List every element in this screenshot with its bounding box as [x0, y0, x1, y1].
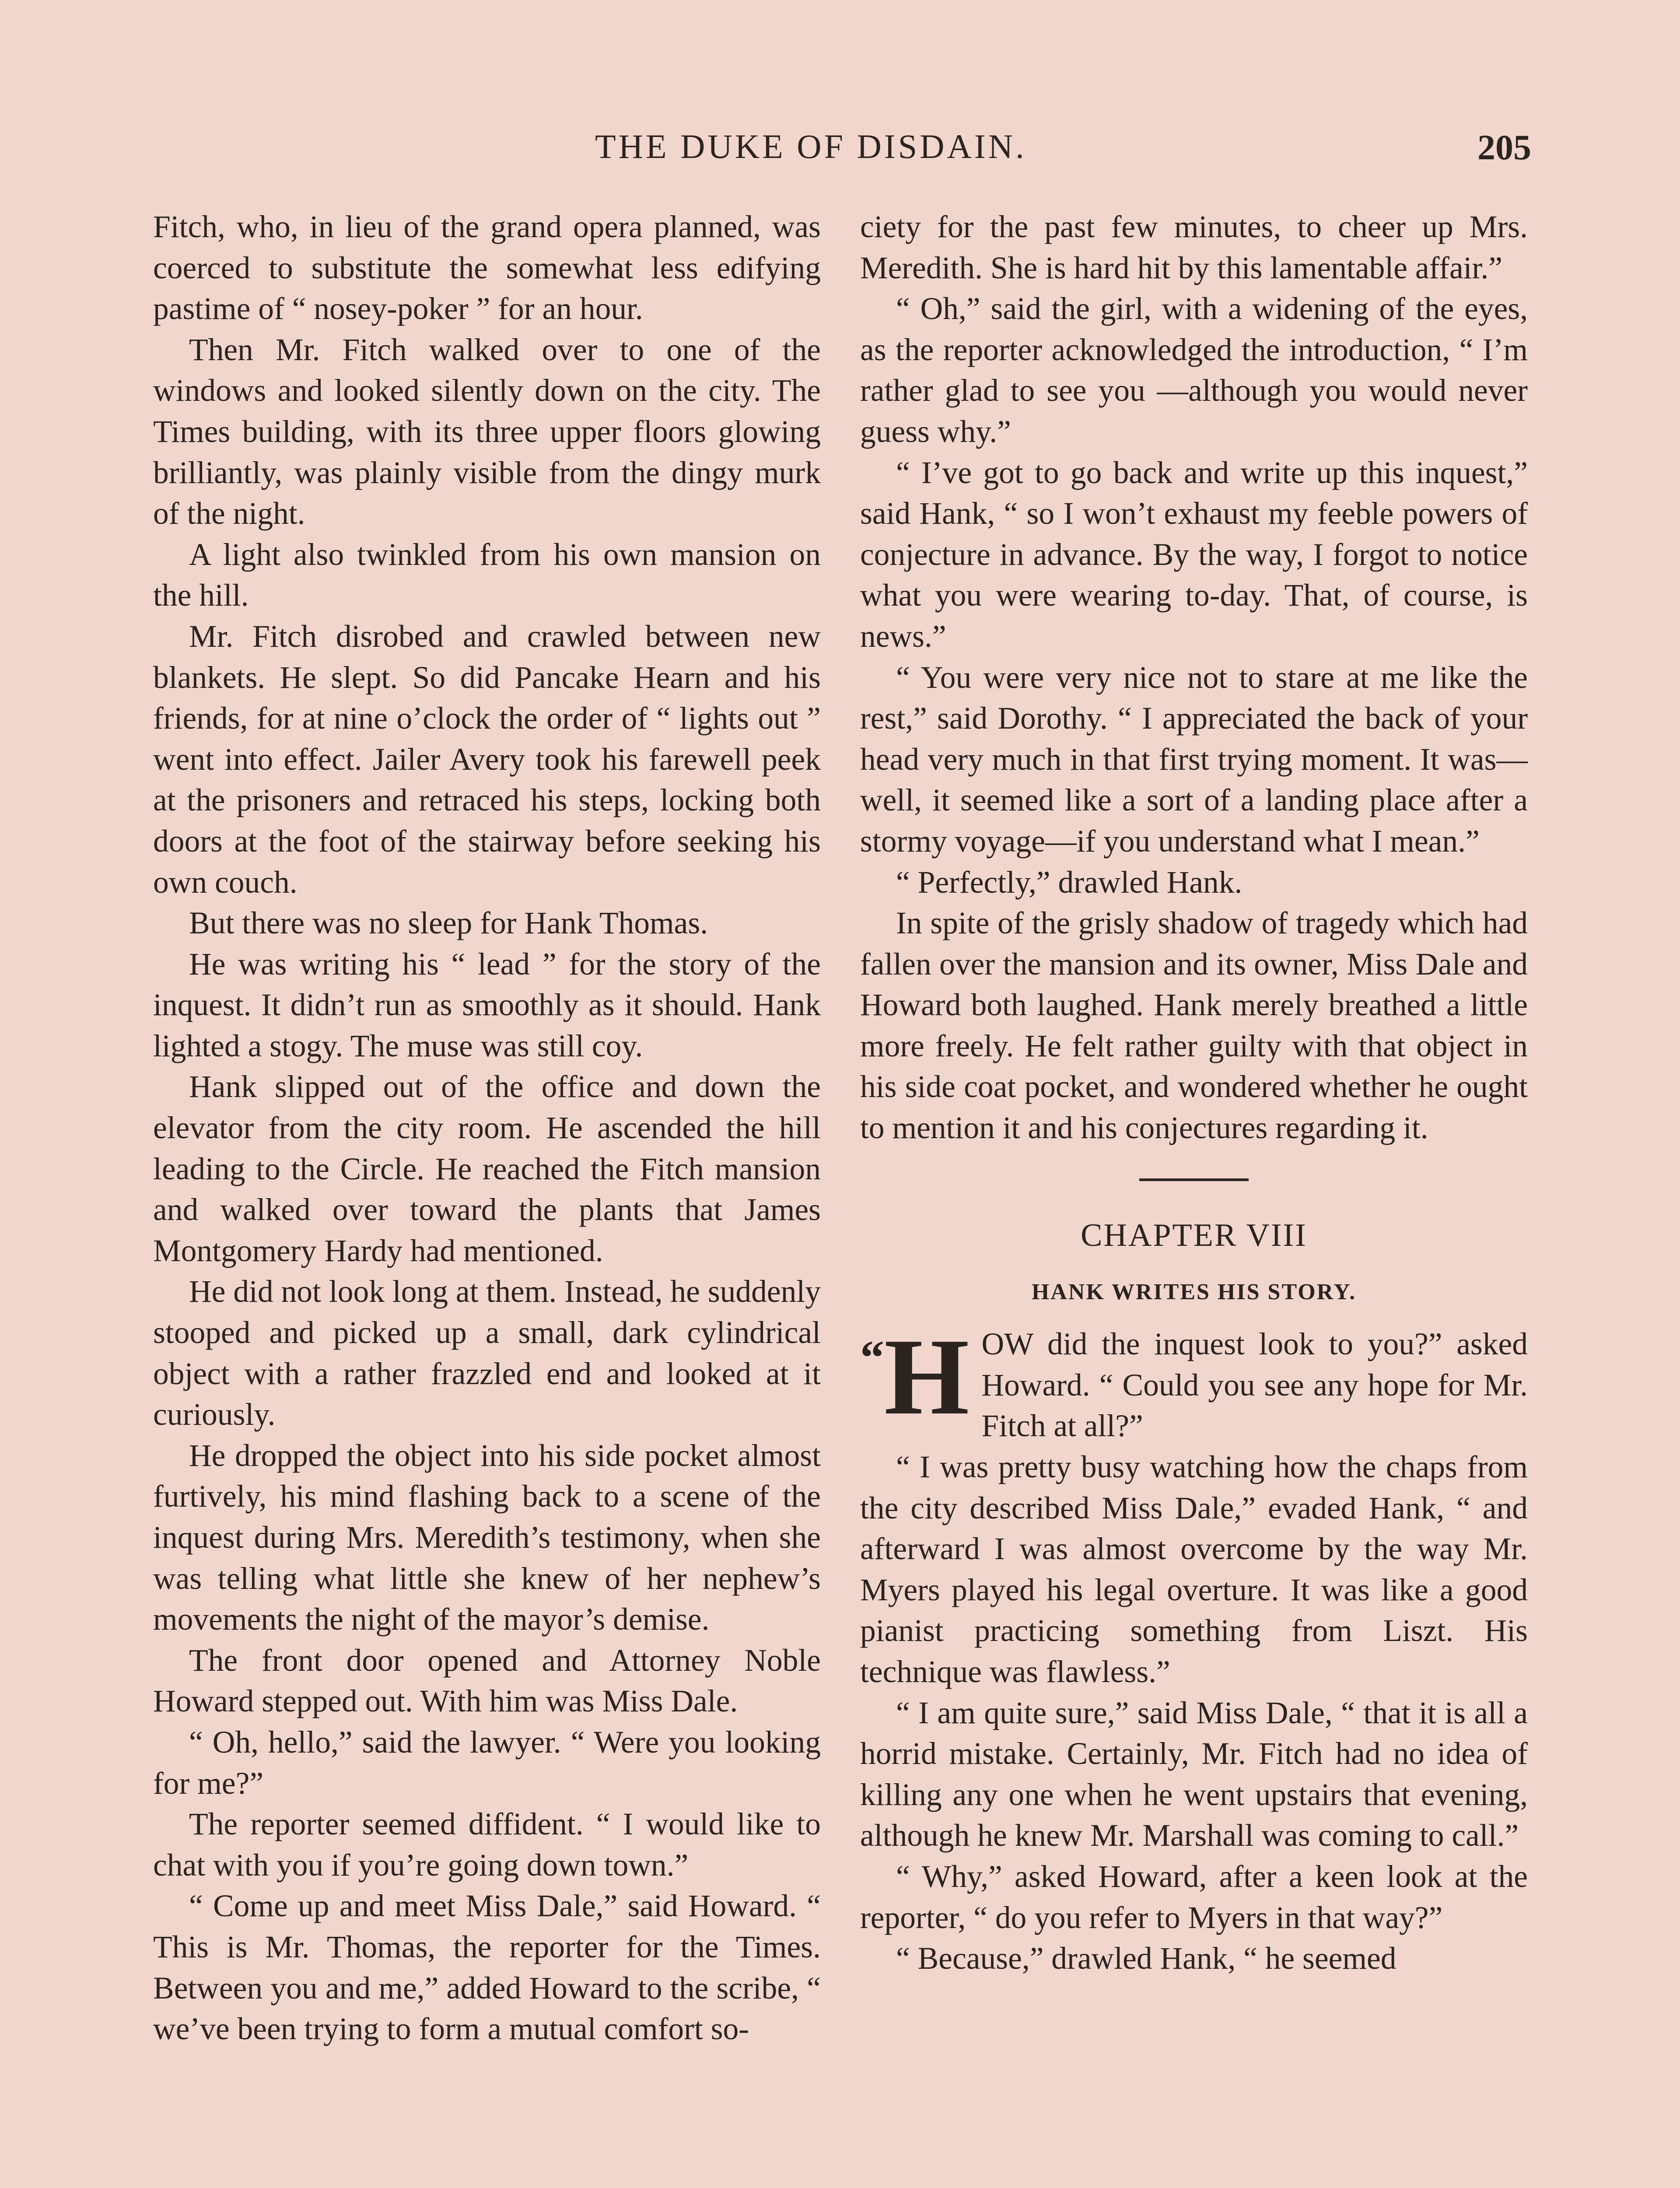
drop-cap-quote: “	[860, 1331, 884, 1385]
paragraph: He dropped the object into his side pocket almost furtively, his mind flashing back to a scene of the inquest during Mrs. Meredith’s testimony, when she was telling what little she knew of her nephew’s movements the night of the mayor’s demise.	[153, 1438, 821, 1637]
chapter-opening-paragraph	[860, 1316, 1528, 1447]
paragraph: “ Why,” asked Howard, after a keen look at the reporter, “ do you refer to Myers in that way?”	[860, 1859, 1528, 1935]
paragraph: Mr. Fitch disrobed and crawled between new blankets. He slept. So did Pancake Hearn and his friends, for at nine o’clock the order of “ lights out ” went into effect. Jailer Avery took his farewell peek at the prisoners and retraced his steps, locking both doors at the foot of the stairway before seeking his own couch.	[153, 619, 821, 900]
paragraph: “ I’ve got to go back and write up this inquest,” said Hank, “ so I won’t exhaust my feeble powers of conjecture in advance. By the way, I forgot to notice what you were wearing to-day. That, of course, is news.”	[860, 455, 1528, 654]
left-column	[153, 207, 821, 2050]
page-header	[153, 127, 1531, 182]
paragraph: He did not look long at them. Instead, he suddenly stooped and picked up a small, dark cylindrical object with a rather frazzled end and looked at it curiously.	[153, 1274, 821, 1432]
page-number: 205	[1477, 127, 1531, 167]
paragraph: Fitch, who, in lieu of the grand opera planned, was coerced to substitute the somewhat less edifying pastime of “ nosey-poker ” for an hour.	[153, 210, 821, 326]
paragraph: “ You were very nice not to stare at me like the rest,” said Dorothy. “ I appreciated the back of your head very much in that first trying moment. It was—well, it seemed like a sort of a landing place after a stormy voyage—if you understand what I mean.”	[860, 660, 1528, 859]
paragraph: He was writing his “ lead ” for the story of the inquest. It didn’t run as smoothly as it should. Hank lighted a stogy. The muse was still coy.	[153, 947, 821, 1063]
paragraph: The reporter seemed diffident. “ I would like to chat with you if you’re going down town.”	[153, 1807, 821, 1883]
section-divider	[1139, 1178, 1249, 1181]
chapter-subtitle: HANK WRITES HIS STORY.	[1031, 1280, 1357, 1305]
paragraph: “ Oh,” said the girl, with a widening of the eyes, as the reporter acknowledged the introduction, “ I’m rather glad to see you —although you would never guess why.”	[860, 291, 1528, 449]
paragraph: “ Oh, hello,” said the lawyer. “ Were you looking for me?”	[153, 1725, 821, 1801]
paragraph: Then Mr. Fitch walked over to one of the windows and looked silently down on the city. The Times building, with its three upper floors glowing brilliantly, was plainly visible from the dingy murk of the night.	[153, 332, 821, 531]
paragraph: “ Come up and meet Miss Dale,” said Howard. “ This is Mr. Thomas, the reporter for the Times. Between you and me,” added Howard to the scribe, “ we’ve been trying to form a mutual comfort so-	[153, 1889, 821, 2047]
right-column	[860, 207, 1528, 1979]
drop-cap-letter: H	[884, 1316, 970, 1438]
drop-cap	[860, 1316, 970, 1438]
paragraph: “ Perfectly,” drawled Hank.	[896, 865, 1242, 900]
running-head: THE DUKE OF DISDAIN.	[595, 127, 1027, 165]
paragraph: In spite of the grisly shadow of tragedy which had fallen over the mansion and its owner, Miss Dale and Howard both laughed. Hank merely breathed a little more freely. He felt rather guilty with that object in his side coat pocket, and wondered whether he ought to mention it and his conjectures regarding it.	[860, 906, 1528, 1146]
paragraph: But there was no sleep for Hank Thomas.	[189, 906, 708, 941]
paragraph: “ I am quite sure,” said Miss Dale, “ that it is all a horrid mistake. Certainly, Mr. Fitch had no idea of killing any one when he went upstairs that evening, although he knew Mr. Marshall was coming to call.”	[860, 1695, 1528, 1853]
paragraph: The front door opened and Attorney Noble Howard stepped out. With him was Miss Dale.	[153, 1643, 821, 1719]
paragraph: “ I was pretty busy watching how the chaps from the city described Miss Dale,” evaded Hank, “ and afterward I was almost overcome by the way Mr. Myers played his legal overture. It was like a good pianist practicing something from Liszt. His technique was flawless.”	[860, 1450, 1528, 1689]
paragraph: “ Because,” drawled Hank, “ he seemed	[896, 1941, 1396, 1976]
paragraph: A light also twinkled from his own mansion on the hill.	[153, 537, 821, 613]
paragraph-text: OW did the inquest look to you?” asked Howard. “ Could you see any hope for Mr. Fitch at all?”	[981, 1327, 1528, 1444]
paragraph: Hank slipped out of the office and down the elevator from the city room. He ascended the hill leading to the Circle. He reached the Fitch mansion and walked over toward the plants that James Montgomery Hardy had mentioned.	[153, 1069, 821, 1268]
paragraph: ciety for the past few minutes, to cheer up Mrs. Meredith. She is hard hit by this lamentable affair.”	[860, 210, 1528, 285]
chapter-title: CHAPTER VIII	[1081, 1217, 1307, 1253]
